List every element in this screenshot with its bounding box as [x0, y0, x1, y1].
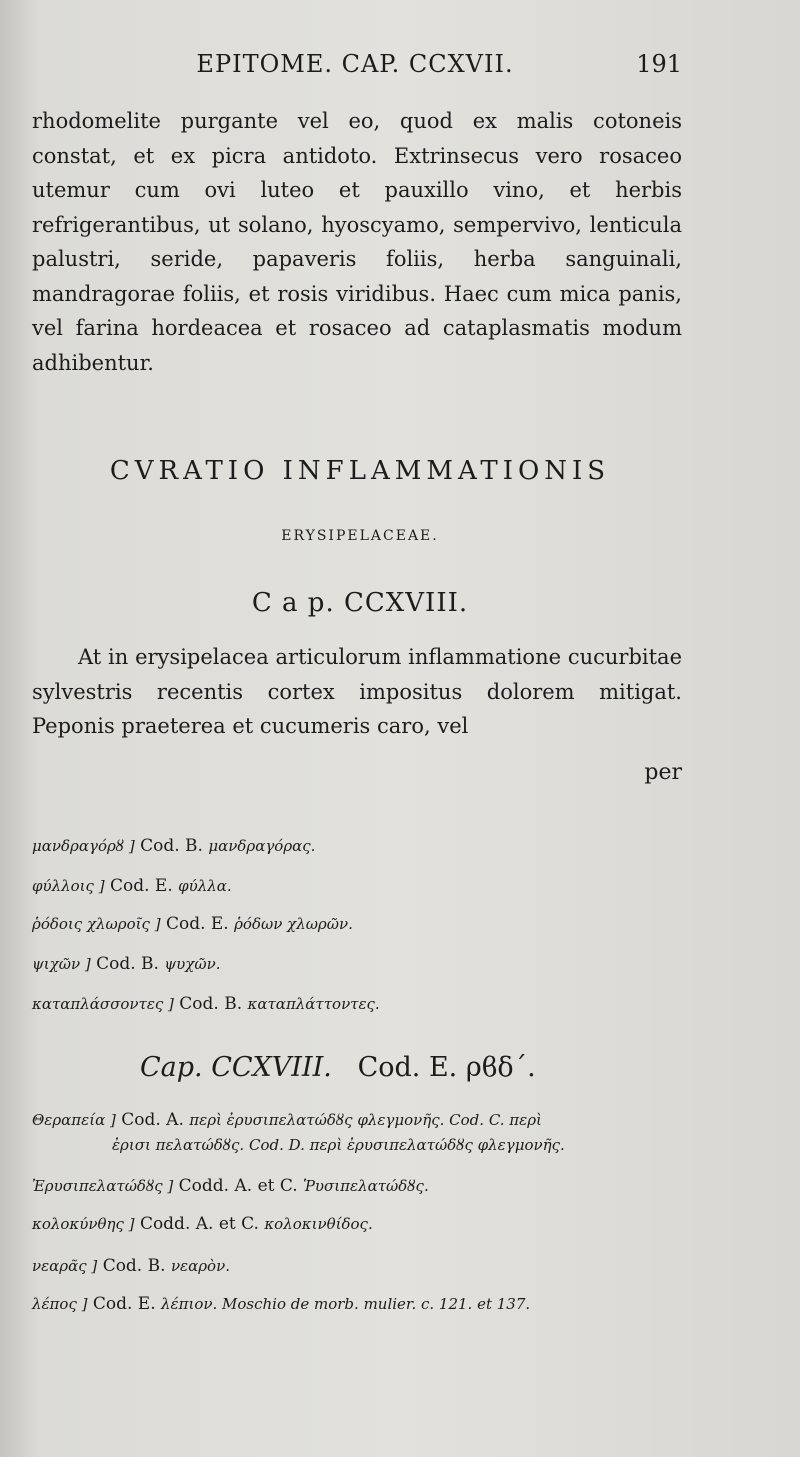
footnote: μανδραγόρȣ ] Cod. B. μανδραγόρας.: [32, 836, 316, 856]
paragraph-1: rhodomelite purgante vel eo, quod ex malis cotoneis constat, et ex picra antidoto. Extrinsecus vero rosaceo utemur cum ovi luteo et pauxillo vino, et herbis refrigerantibus, ut solano, hyoscyamo, sempervivo, lenticula palustri, seride, papaveris foliis, herba sanguinali, mandragorae foliis, et rosis viridibus. Haec cum mica panis, vel farina hordeacea et rosaceo ad cataplasmatis modum adhibentur.: [32, 109, 682, 375]
footnote: φύλλοις ] Cod. E. φύλλα.: [32, 876, 232, 896]
chapter-heading: C a p. CCXVIII.: [251, 588, 469, 618]
footnote: καταπλάσσοντες ] Cod. B. καταπλάττοντες.: [32, 994, 380, 1014]
page-number: 191: [636, 50, 682, 78]
footnote: ψιχῶν ] Cod. B. ψυχῶν.: [32, 954, 221, 974]
footnote: νεαρᾶς ] Cod. B. νεαρὸν.: [32, 1256, 230, 1276]
footnote: Ἐρυσιπελατώδȣς ] Codd. A. et C. Ῥυσιπελατώδȣς.: [32, 1176, 429, 1196]
footnote: κολοκύνθης ] Codd. A. et C. κολοκινθίδος.: [32, 1214, 373, 1234]
footnote: ῥόδοις χλωροῖς ] Cod. E. ῥόδων χλωρῶν.: [32, 914, 353, 934]
footnote: Θεραπεία ] Cod. A. περὶ ἐρυσιπελατώδȣς φλεγμονῆς. Cod. C. περὶ ἐρισι πελατώδȣς. Cod. D. περὶ ἐρυσιπελατώδȣς φλεγμονῆς.: [32, 1110, 565, 1154]
section-subtitle: ERYSIPELACEAE.: [281, 528, 439, 544]
footnote: λέπος ] Cod. E. λέπιον. Moschio de morb. mulier. c. 121. et 137.: [32, 1294, 531, 1314]
running-header: EPITOME. CAP. CCXVII.: [196, 50, 514, 78]
section-title: CVRATIO INFLAMMATIONIS: [109, 456, 611, 486]
footnote-chapter-heading: Cap. CCXVIII. Cod. E. ρϐδ΄.: [140, 1052, 536, 1083]
paragraph-2: At in erysipelacea articulorum inflammatione cucurbitae sylvestris recentis cortex impositus dolorem mitigat. Peponis praeterea et cucumeris caro, vel: [32, 645, 682, 738]
catchword: per: [644, 760, 682, 785]
